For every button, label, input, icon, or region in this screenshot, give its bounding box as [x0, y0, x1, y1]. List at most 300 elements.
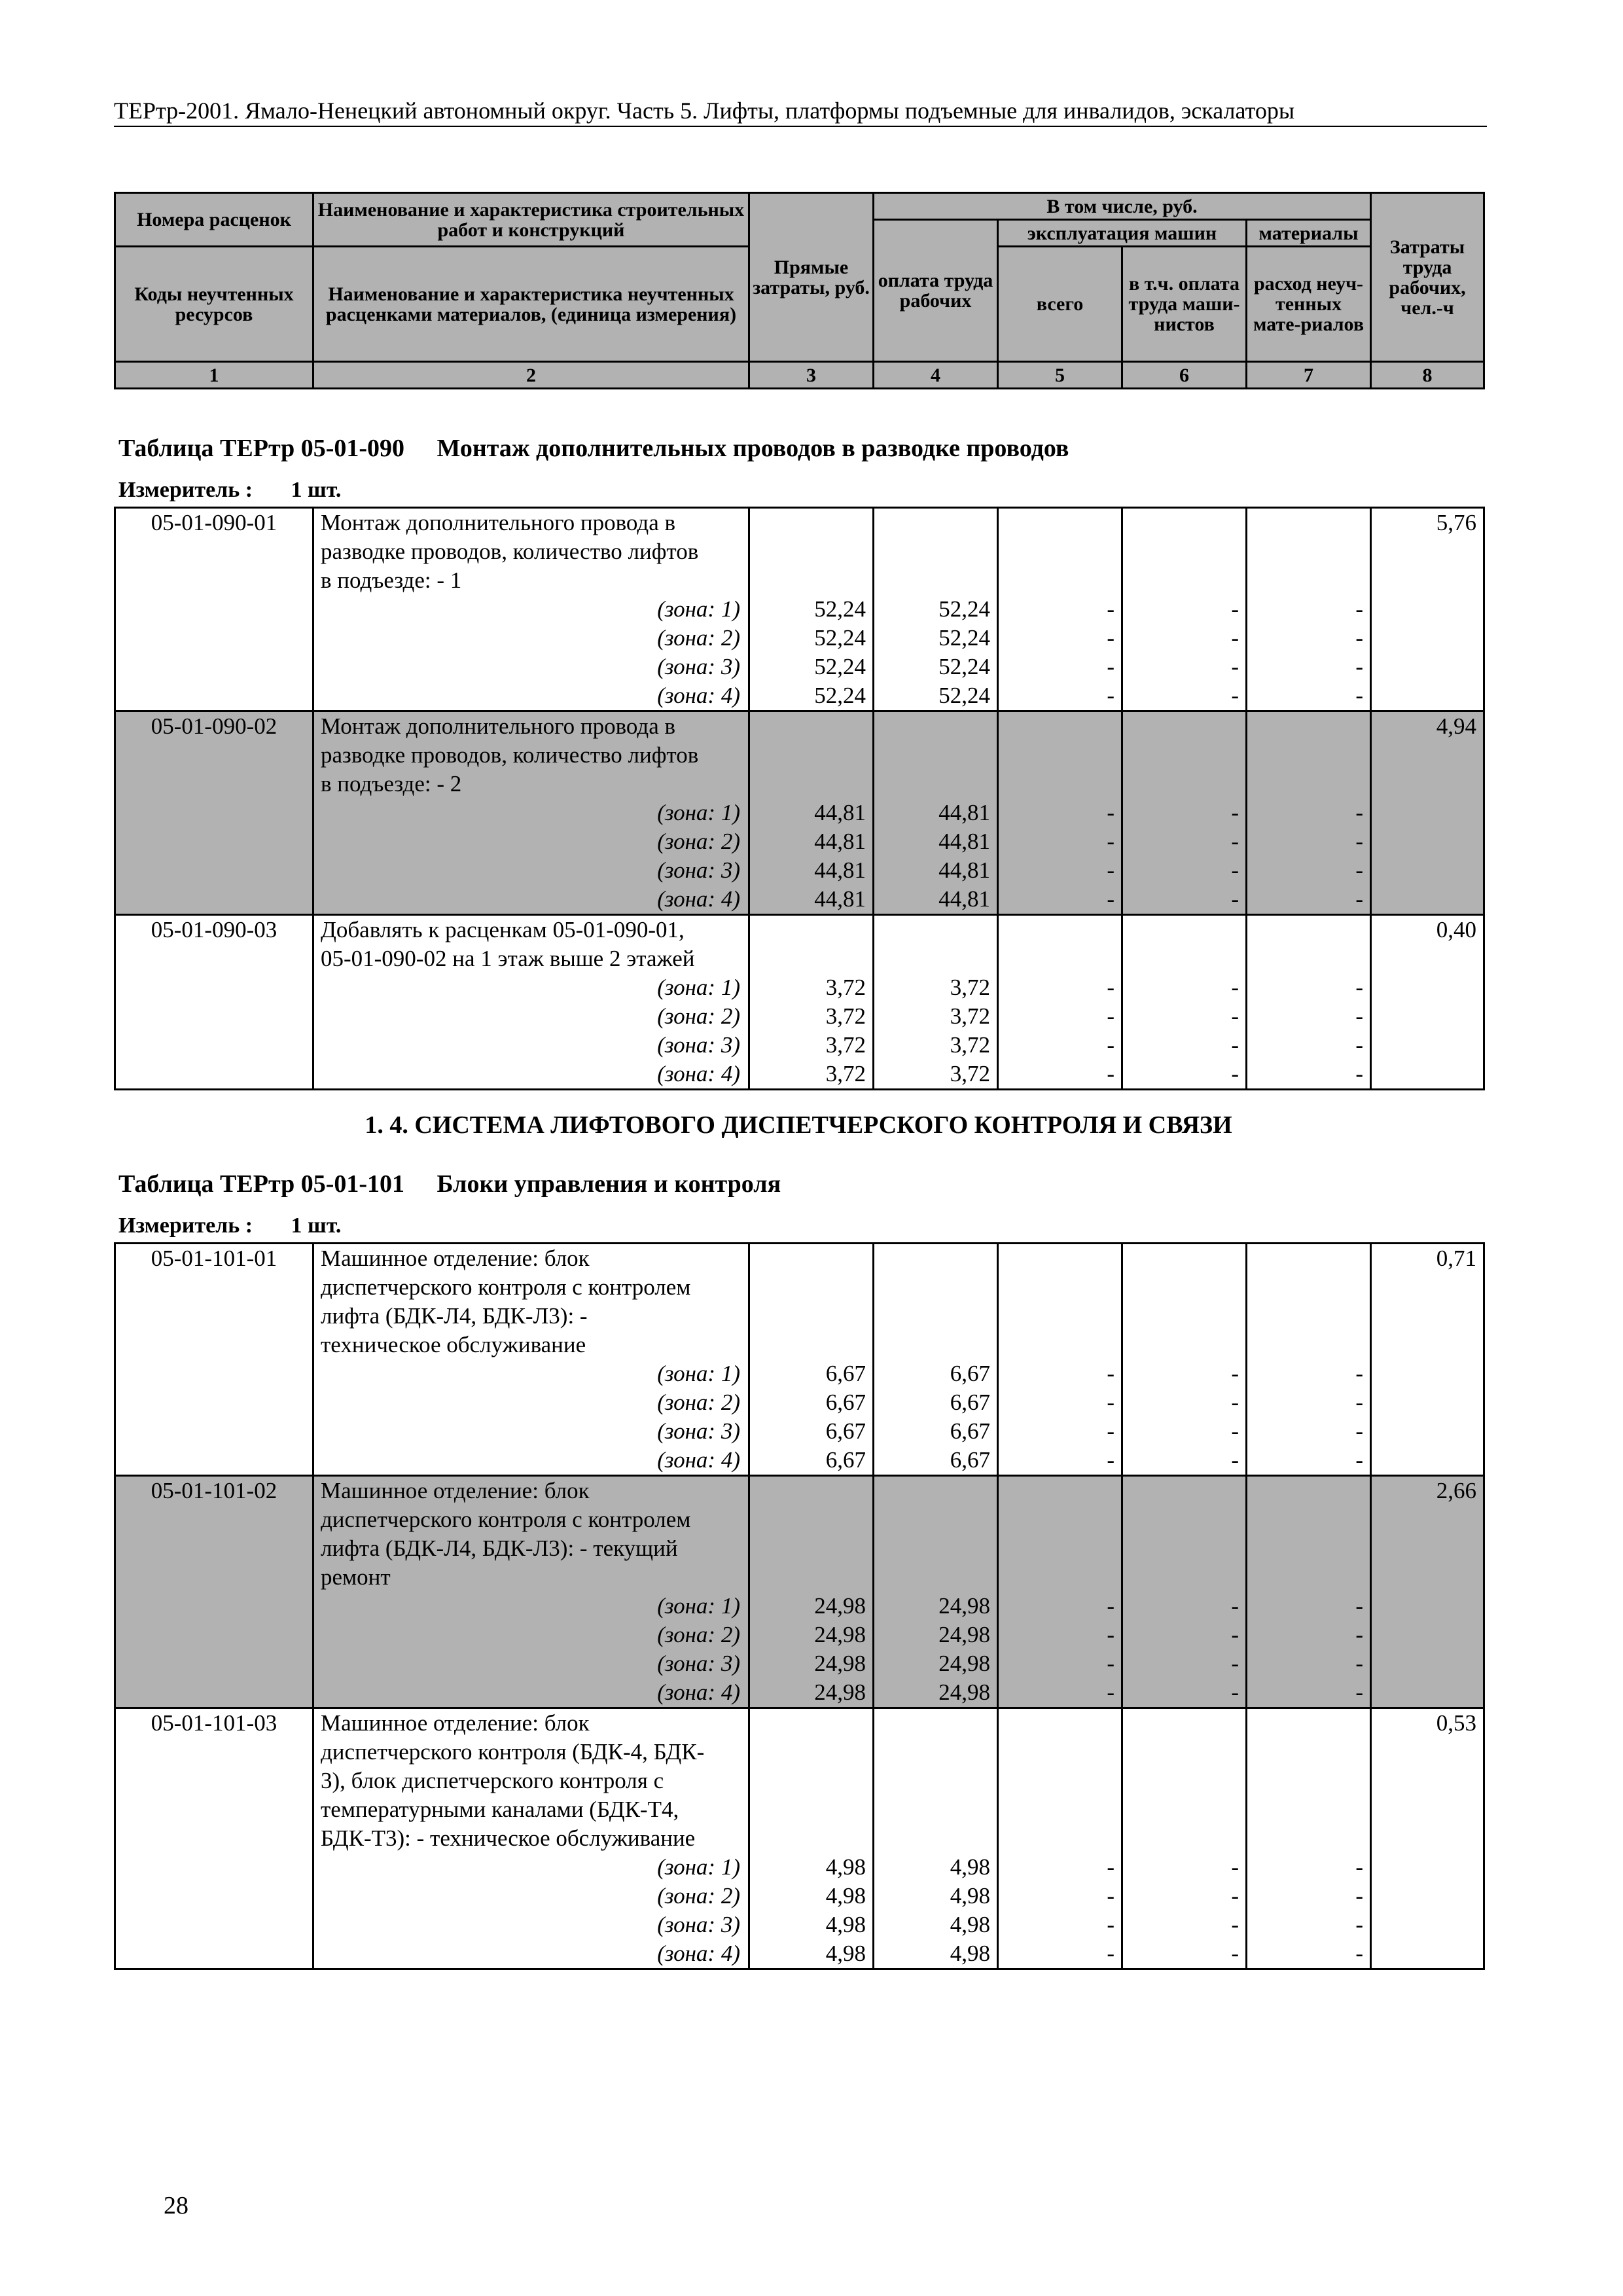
- rate-description: в подъезде: - 2: [313, 770, 749, 798]
- empty-cell: [115, 973, 313, 1002]
- header-material-name: Наименование и характеристика неучтенных расценками материалов, (единица измерения): [313, 247, 749, 362]
- worker-pay: 3,72: [874, 1060, 998, 1090]
- machinist-pay: -: [1122, 1446, 1247, 1476]
- empty-cell: [749, 1273, 874, 1302]
- material-consumption: -: [1247, 1910, 1371, 1939]
- rate-description: лифта (БДК-Л4, БДК-Л3): - текущий: [313, 1534, 749, 1563]
- zone-label: (зона: 1): [313, 1359, 749, 1388]
- rate-description: 3), блок диспетчерского контроля с: [313, 1767, 749, 1795]
- labor-cost: 0,40: [1371, 915, 1484, 945]
- machinist-pay: -: [1122, 1060, 1247, 1090]
- table-row: [115, 741, 1484, 770]
- empty-cell: [1247, 1273, 1371, 1302]
- zone-label: (зона: 3): [313, 856, 749, 885]
- empty-cell: [1122, 1534, 1247, 1563]
- machine-total: -: [998, 1388, 1122, 1417]
- table-row: [115, 1824, 1484, 1853]
- empty-cell: [1122, 770, 1247, 798]
- empty-cell: [1247, 1738, 1371, 1767]
- empty-cell: [115, 537, 313, 566]
- empty-cell: [1122, 1476, 1247, 1506]
- machinist-pay: -: [1122, 1388, 1247, 1417]
- worker-pay: 24,98: [874, 1678, 998, 1708]
- machine-total: -: [998, 595, 1122, 624]
- direct-cost: 4,98: [749, 1910, 874, 1939]
- empty-cell: [1371, 1795, 1484, 1824]
- empty-cell: [1371, 1359, 1484, 1388]
- empty-cell: [998, 1244, 1122, 1274]
- empty-cell: [1371, 827, 1484, 856]
- header-direct-costs: Прямые затраты, руб.: [749, 193, 874, 362]
- empty-cell: [1122, 1824, 1247, 1853]
- worker-pay: 6,67: [874, 1417, 998, 1446]
- empty-cell: [749, 915, 874, 945]
- header-codes: Коды неучтенных ресурсов: [115, 247, 313, 362]
- table-row: [115, 1767, 1484, 1795]
- worker-pay: 52,24: [874, 653, 998, 681]
- direct-cost: 6,67: [749, 1446, 874, 1476]
- header-worker-pay: оплата труда рабочих: [874, 220, 998, 362]
- machinist-pay: -: [1122, 1853, 1247, 1882]
- empty-cell: [115, 566, 313, 595]
- table-row: [115, 1359, 1484, 1388]
- column-number: 4: [874, 362, 998, 389]
- table-row: [115, 856, 1484, 885]
- empty-cell: [874, 1244, 998, 1274]
- empty-cell: [1371, 624, 1484, 653]
- machine-total: -: [998, 1060, 1122, 1090]
- empty-cell: [1122, 508, 1247, 538]
- empty-cell: [1371, 1388, 1484, 1417]
- empty-cell: [1371, 537, 1484, 566]
- machinist-pay: -: [1122, 1910, 1247, 1939]
- empty-cell: [115, 1331, 313, 1359]
- header-machinist-pay: в т.ч. оплата труда маши-нистов: [1122, 247, 1247, 362]
- material-consumption: -: [1247, 1060, 1371, 1090]
- empty-cell: [1122, 711, 1247, 742]
- zone-label: (зона: 4): [313, 1446, 749, 1476]
- direct-cost: 24,98: [749, 1649, 874, 1678]
- empty-cell: [115, 1563, 313, 1592]
- zone-label: (зона: 1): [313, 1592, 749, 1621]
- table-row: [115, 1621, 1484, 1649]
- direct-cost: 44,81: [749, 885, 874, 915]
- empty-cell: [1122, 1302, 1247, 1331]
- rate-code: 05-01-090-01: [115, 508, 313, 538]
- empty-cell: [1122, 915, 1247, 945]
- material-consumption: -: [1247, 1417, 1371, 1446]
- table-row: [115, 1446, 1484, 1476]
- empty-cell: [874, 1273, 998, 1302]
- direct-cost: 3,72: [749, 1031, 874, 1060]
- zone-label: (зона: 2): [313, 1388, 749, 1417]
- empty-cell: [874, 1534, 998, 1563]
- rate-description: температурными каналами (БДК-Т4,: [313, 1795, 749, 1824]
- zone-label: (зона: 2): [313, 827, 749, 856]
- empty-cell: [749, 1795, 874, 1824]
- zone-label: (зона: 2): [313, 1621, 749, 1649]
- material-consumption: -: [1247, 885, 1371, 915]
- empty-cell: [1371, 944, 1484, 973]
- empty-cell: [115, 770, 313, 798]
- empty-cell: [749, 1534, 874, 1563]
- table-101-meter: [118, 1213, 341, 1239]
- worker-pay: 44,81: [874, 798, 998, 827]
- empty-cell: [115, 1534, 313, 1563]
- direct-cost: 24,98: [749, 1678, 874, 1708]
- machinist-pay: -: [1122, 827, 1247, 856]
- empty-cell: [1122, 1563, 1247, 1592]
- empty-cell: [115, 1824, 313, 1853]
- empty-cell: [874, 1824, 998, 1853]
- machinist-pay: -: [1122, 681, 1247, 711]
- empty-cell: [874, 1738, 998, 1767]
- table-row: [115, 1678, 1484, 1708]
- empty-cell: [1371, 1273, 1484, 1302]
- empty-cell: [749, 1824, 874, 1853]
- table-row: [115, 1882, 1484, 1910]
- empty-cell: [115, 595, 313, 624]
- empty-cell: [115, 653, 313, 681]
- direct-cost: 3,72: [749, 973, 874, 1002]
- machinist-pay: -: [1122, 1621, 1247, 1649]
- empty-cell: [115, 1882, 313, 1910]
- table-row: [115, 595, 1484, 624]
- empty-cell: [1247, 741, 1371, 770]
- material-consumption: -: [1247, 1002, 1371, 1031]
- rate-description: Машинное отделение: блок: [313, 1476, 749, 1506]
- empty-cell: [1122, 1738, 1247, 1767]
- empty-cell: [1371, 1446, 1484, 1476]
- column-number: 1: [115, 362, 313, 389]
- empty-cell: [1371, 1882, 1484, 1910]
- empty-cell: [1247, 944, 1371, 973]
- empty-cell: [998, 711, 1122, 742]
- empty-cell: [115, 1359, 313, 1388]
- empty-cell: [1371, 1910, 1484, 1939]
- table-row: [115, 1302, 1484, 1331]
- table-090-meter: [118, 477, 341, 503]
- machinist-pay: -: [1122, 1649, 1247, 1678]
- column-number: 3: [749, 362, 874, 389]
- empty-cell: [1371, 1767, 1484, 1795]
- empty-cell: [1247, 537, 1371, 566]
- empty-cell: [1247, 915, 1371, 945]
- worker-pay: 4,98: [874, 1853, 998, 1882]
- machinist-pay: -: [1122, 1882, 1247, 1910]
- machinist-pay: -: [1122, 1417, 1247, 1446]
- empty-cell: [115, 1939, 313, 1969]
- table-row: [115, 1476, 1484, 1506]
- empty-cell: [115, 944, 313, 973]
- empty-cell: [115, 741, 313, 770]
- empty-cell: [874, 1795, 998, 1824]
- zone-label: (зона: 3): [313, 1649, 749, 1678]
- machinist-pay: -: [1122, 624, 1247, 653]
- table-row: [115, 1273, 1484, 1302]
- column-header-table: [114, 192, 1485, 389]
- empty-cell: [115, 1417, 313, 1446]
- worker-pay: 4,98: [874, 1882, 998, 1910]
- table-row: [115, 1795, 1484, 1824]
- table-row: [115, 1505, 1484, 1534]
- material-consumption: -: [1247, 1446, 1371, 1476]
- rate-description: Монтаж дополнительного провода в: [313, 711, 749, 742]
- direct-cost: 52,24: [749, 653, 874, 681]
- empty-cell: [749, 770, 874, 798]
- table-row: [115, 1002, 1484, 1031]
- machine-total: -: [998, 1002, 1122, 1031]
- empty-cell: [874, 1563, 998, 1592]
- empty-cell: [1122, 537, 1247, 566]
- empty-cell: [115, 885, 313, 915]
- empty-cell: [1247, 1534, 1371, 1563]
- empty-cell: [1122, 1244, 1247, 1274]
- empty-cell: [1371, 1592, 1484, 1621]
- table-row: [115, 653, 1484, 681]
- empty-cell: [115, 1302, 313, 1331]
- zone-label: (зона: 4): [313, 681, 749, 711]
- rate-description: Добавлять к расценкам 05-01-090-01,: [313, 915, 749, 945]
- empty-cell: [1371, 1853, 1484, 1882]
- zone-label: (зона: 4): [313, 1060, 749, 1090]
- machinist-pay: -: [1122, 1939, 1247, 1969]
- empty-cell: [115, 1910, 313, 1939]
- empty-cell: [1122, 1795, 1247, 1824]
- empty-cell: [874, 1767, 998, 1795]
- material-consumption: -: [1247, 1031, 1371, 1060]
- empty-cell: [1247, 1563, 1371, 1592]
- direct-cost: 6,67: [749, 1359, 874, 1388]
- material-consumption: -: [1247, 1853, 1371, 1882]
- table-row: [115, 973, 1484, 1002]
- machine-total: -: [998, 653, 1122, 681]
- header-materials: материалы: [1247, 220, 1371, 247]
- empty-cell: [998, 566, 1122, 595]
- machine-total: -: [998, 681, 1122, 711]
- empty-cell: [1371, 1824, 1484, 1853]
- empty-cell: [749, 1331, 874, 1359]
- empty-cell: [749, 1767, 874, 1795]
- zone-label: (зона: 1): [313, 798, 749, 827]
- meter-label: Измеритель :: [118, 478, 253, 502]
- empty-cell: [115, 1678, 313, 1708]
- material-consumption: -: [1247, 1592, 1371, 1621]
- table-row: [115, 1939, 1484, 1969]
- empty-cell: [874, 1476, 998, 1506]
- zone-label: (зона: 3): [313, 1910, 749, 1939]
- empty-cell: [749, 741, 874, 770]
- zone-label: (зона: 2): [313, 624, 749, 653]
- machinist-pay: -: [1122, 1359, 1247, 1388]
- table-row: [115, 770, 1484, 798]
- empty-cell: [1122, 1767, 1247, 1795]
- empty-cell: [998, 1767, 1122, 1795]
- table-row: [115, 1708, 1484, 1738]
- machinist-pay: -: [1122, 1031, 1247, 1060]
- machine-total: -: [998, 1649, 1122, 1678]
- machinist-pay: -: [1122, 1678, 1247, 1708]
- section-heading: 1. 4. СИСТЕМА ЛИФТОВОГО ДИСПЕТЧЕРСКОГО КОНТРОЛЯ И СВЯЗИ: [365, 1111, 1232, 1139]
- table-row: [115, 827, 1484, 856]
- table-row: [115, 537, 1484, 566]
- table-101-code: Таблица ТЕРтр 05-01-101: [118, 1170, 405, 1198]
- material-consumption: -: [1247, 973, 1371, 1002]
- column-number: 7: [1247, 362, 1371, 389]
- empty-cell: [874, 944, 998, 973]
- table-row: [115, 1649, 1484, 1678]
- table-row: [115, 566, 1484, 595]
- column-number: 2: [313, 362, 749, 389]
- worker-pay: 52,24: [874, 624, 998, 653]
- worker-pay: 6,67: [874, 1359, 998, 1388]
- empty-cell: [115, 1738, 313, 1767]
- empty-cell: [1247, 711, 1371, 742]
- empty-cell: [115, 1388, 313, 1417]
- empty-cell: [115, 827, 313, 856]
- rate-table-101: [114, 1242, 1485, 1970]
- rate-description: разводке проводов, количество лифтов: [313, 741, 749, 770]
- rate-description: Монтаж дополнительного провода в: [313, 508, 749, 538]
- table-row: [115, 508, 1484, 538]
- material-consumption: -: [1247, 624, 1371, 653]
- machinist-pay: -: [1122, 798, 1247, 827]
- empty-cell: [1247, 1476, 1371, 1506]
- rate-code: 05-01-090-02: [115, 711, 313, 742]
- column-number: 6: [1122, 362, 1247, 389]
- empty-cell: [1122, 1708, 1247, 1738]
- empty-cell: [1371, 856, 1484, 885]
- zone-label: (зона: 1): [313, 973, 749, 1002]
- material-consumption: -: [1247, 856, 1371, 885]
- empty-cell: [1247, 1331, 1371, 1359]
- table-row: [115, 1331, 1484, 1359]
- labor-cost: 2,66: [1371, 1476, 1484, 1506]
- empty-cell: [115, 1767, 313, 1795]
- direct-cost: 3,72: [749, 1002, 874, 1031]
- table-090-title: [118, 434, 1069, 463]
- material-consumption: -: [1247, 1882, 1371, 1910]
- empty-cell: [1247, 1708, 1371, 1738]
- zone-label: (зона: 4): [313, 1678, 749, 1708]
- empty-cell: [115, 1621, 313, 1649]
- material-consumption: -: [1247, 1621, 1371, 1649]
- column-number-row: [115, 362, 1484, 389]
- machine-total: -: [998, 827, 1122, 856]
- table-row: [115, 915, 1484, 945]
- table-row: [115, 1592, 1484, 1621]
- table-row: [115, 681, 1484, 711]
- zone-label: (зона: 2): [313, 1882, 749, 1910]
- empty-cell: [1371, 1649, 1484, 1678]
- header-labor-costs: Затраты труда рабочих, чел.-ч: [1371, 193, 1484, 362]
- column-number: 5: [998, 362, 1122, 389]
- empty-cell: [1371, 798, 1484, 827]
- empty-cell: [1247, 566, 1371, 595]
- worker-pay: 4,98: [874, 1910, 998, 1939]
- empty-cell: [998, 1476, 1122, 1506]
- empty-cell: [1371, 653, 1484, 681]
- meter-unit: 1 шт.: [291, 478, 342, 502]
- empty-cell: [1371, 1563, 1484, 1592]
- table-row: [115, 624, 1484, 653]
- zone-label: (зона: 1): [313, 595, 749, 624]
- empty-cell: [1247, 770, 1371, 798]
- machine-total: -: [998, 1621, 1122, 1649]
- zone-label: (зона: 4): [313, 1939, 749, 1969]
- empty-cell: [1122, 1331, 1247, 1359]
- table-101-name: Блоки управления и контроля: [437, 1170, 781, 1198]
- table-090-code: Таблица ТЕРтр 05-01-090: [118, 435, 405, 462]
- machine-total: -: [998, 798, 1122, 827]
- worker-pay: 52,24: [874, 681, 998, 711]
- empty-cell: [115, 1273, 313, 1302]
- labor-cost: 0,71: [1371, 1244, 1484, 1274]
- direct-cost: 4,98: [749, 1853, 874, 1882]
- empty-cell: [874, 566, 998, 595]
- worker-pay: 24,98: [874, 1592, 998, 1621]
- empty-cell: [1247, 1505, 1371, 1534]
- table-row: [115, 1910, 1484, 1939]
- empty-cell: [874, 508, 998, 538]
- empty-cell: [749, 1505, 874, 1534]
- direct-cost: 24,98: [749, 1621, 874, 1649]
- empty-cell: [115, 1795, 313, 1824]
- material-consumption: -: [1247, 1678, 1371, 1708]
- empty-cell: [1371, 1505, 1484, 1534]
- material-consumption: -: [1247, 595, 1371, 624]
- direct-cost: 44,81: [749, 798, 874, 827]
- empty-cell: [1371, 741, 1484, 770]
- machine-total: -: [998, 1417, 1122, 1446]
- worker-pay: 44,81: [874, 856, 998, 885]
- header-including: В том числе, руб.: [874, 193, 1371, 220]
- empty-cell: [1122, 944, 1247, 973]
- empty-cell: [998, 1534, 1122, 1563]
- empty-cell: [115, 1505, 313, 1534]
- empty-cell: [998, 1505, 1122, 1534]
- empty-cell: [115, 624, 313, 653]
- material-consumption: -: [1247, 1388, 1371, 1417]
- direct-cost: 4,98: [749, 1939, 874, 1969]
- direct-cost: 52,24: [749, 595, 874, 624]
- rate-description: лифта (БДК-Л4, БДК-Л3): -: [313, 1302, 749, 1331]
- zone-label: (зона: 3): [313, 653, 749, 681]
- table-row: [115, 1244, 1484, 1274]
- direct-cost: 3,72: [749, 1060, 874, 1090]
- empty-cell: [749, 508, 874, 538]
- empty-cell: [1247, 1244, 1371, 1274]
- empty-cell: [1371, 1031, 1484, 1060]
- zone-label: (зона: 2): [313, 1002, 749, 1031]
- worker-pay: 24,98: [874, 1649, 998, 1678]
- machinist-pay: -: [1122, 595, 1247, 624]
- empty-cell: [1122, 1505, 1247, 1534]
- empty-cell: [749, 1302, 874, 1331]
- rate-description: разводке проводов, количество лифтов: [313, 537, 749, 566]
- empty-cell: [1122, 566, 1247, 595]
- machine-total: -: [998, 1939, 1122, 1969]
- machine-total: -: [998, 1882, 1122, 1910]
- table-row: [115, 885, 1484, 915]
- empty-cell: [998, 1273, 1122, 1302]
- rate-description: Машинное отделение: блок: [313, 1708, 749, 1738]
- material-consumption: -: [1247, 681, 1371, 711]
- empty-cell: [1371, 1678, 1484, 1708]
- machine-total: -: [998, 1678, 1122, 1708]
- worker-pay: 3,72: [874, 973, 998, 1002]
- page-number: 28: [164, 2192, 188, 2219]
